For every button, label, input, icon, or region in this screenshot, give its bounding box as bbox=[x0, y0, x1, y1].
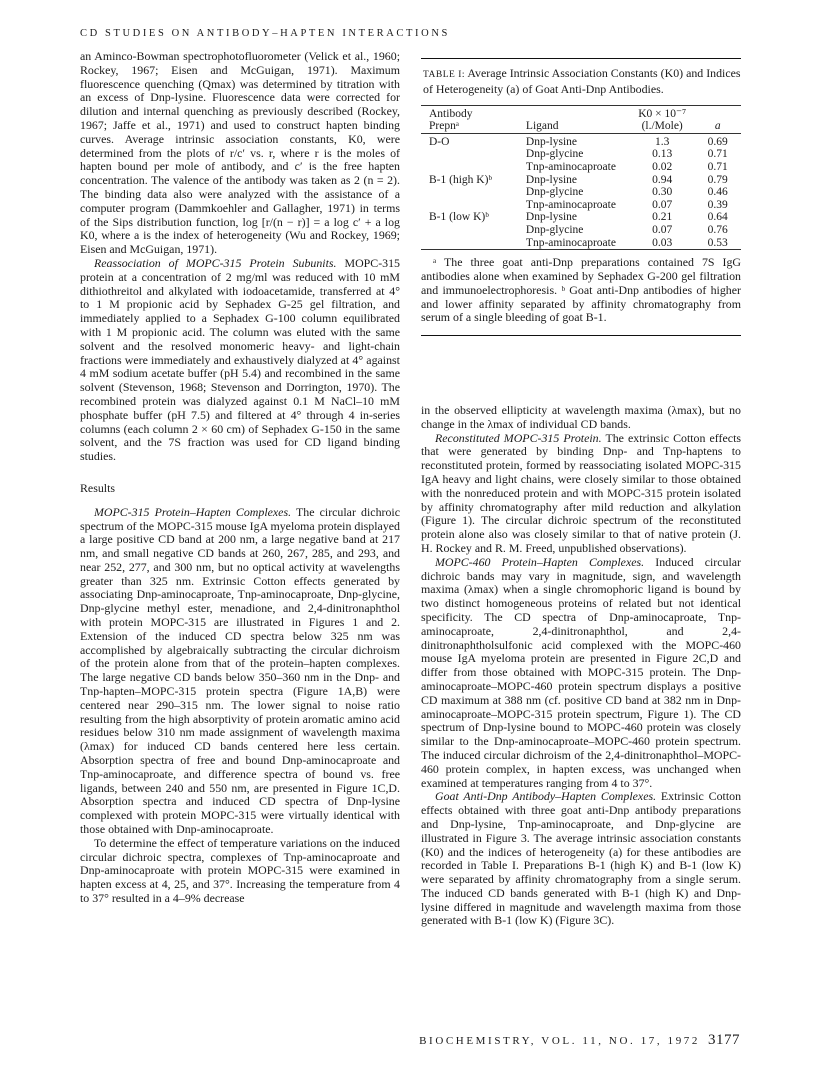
antibody-cell bbox=[421, 186, 526, 199]
paragraph-body: The extrinsic Cotton effects that were generated by binding Dnp- and Tnp-haptens to reconstituted protein, formed by reassociating isolated MOPC-315 IgA heavy and light chains, were closely similar to those obtained with the nonreduced protein and with MOPC-315 protein isolated by affinity chromatography after mild reduction and alkylation (Figure 1). The circular dichroic spectrum of the reconstituted protein alone also was closely similar to that of native protein (J. H. Rockey and R. M. Freed, unpublished observations). bbox=[421, 430, 741, 555]
table-row bbox=[421, 174, 741, 187]
a-cell: 0.71 bbox=[707, 160, 728, 173]
ligand-cell: Dnp-lysine bbox=[525, 211, 578, 224]
k0-cell: 0.03 bbox=[652, 236, 673, 249]
header-antibody: Antibody bbox=[429, 107, 473, 120]
table-block bbox=[421, 58, 741, 336]
table-row bbox=[421, 186, 741, 199]
paragraph-body: The circular dichroic spectrum of the MOPC-315 mouse IgA myeloma protein displayed a large positive CD band at 200 nm, a large negative band at 217 nm, and small negative CD bands at 260, 267, 285, and 293, and near 252, 277, and 300 nm, but no optical activity at wavelengths greater than 325 nm. Extrinsic Cotton effects generated by associating Dnp-aminocaproate, Tnp-aminocaproate, Dnp-glycine, Dnp-glycine methyl ester, menadione, and 2,4-dinitronaphthol with protein MOPC-315 are illustrated in Figures 1 and 2. Extension of the induced CD spectra below 325 nm was accomplished by algebraically subtracting the circular dichroism of the protein alone from that of the protein–hapten complexes. The large negative CD bands below 350–360 nm in the Dnp- and Tnp-hapten–MOPC-315 protein spectra (Figure 1A,B) were centered near 290–315 nm. The lower signal to noise ratio resulting from the high absorptivity of protein aromatic amino acid residues below 310 nm made assignment of wavelength maxima (λmax) for induced CD bands centered here less certain. Absorption spectra of free and bound Dnp-aminocaproate and Tnp-aminocaproate, and difference spectra of bound vs. free ligands, between 240 and 550 nm, are presented in Figure 1C,D. Absorption spectra and induced CD spectra of Dnp-lysine complexed with protein MOPC-315 were virtually identical with those obtained with Dnp-aminocaproate. bbox=[80, 504, 401, 837]
k0-cell: 1.3 bbox=[654, 135, 670, 148]
table-row bbox=[421, 136, 741, 149]
paragraph bbox=[421, 790, 741, 928]
table-row bbox=[421, 237, 741, 250]
ligand-cell: Dnp-glycine bbox=[525, 223, 584, 236]
section-title: Reconstituted MOPC-315 Protein. bbox=[435, 430, 602, 445]
a-cell: 0.79 bbox=[707, 173, 728, 186]
k0-cell: 0.21 bbox=[652, 211, 673, 224]
a-cell: 0.39 bbox=[707, 198, 728, 211]
k0-cell: 0.02 bbox=[652, 160, 673, 173]
left-column bbox=[80, 50, 400, 906]
a-cell: 0.64 bbox=[707, 211, 728, 224]
paragraph bbox=[80, 257, 400, 464]
antibody-cell: B-1 (high K)ᵇ bbox=[429, 173, 492, 186]
antibody-cell bbox=[421, 199, 526, 212]
k0-cell: 0.30 bbox=[652, 186, 673, 199]
table-header-row-1 bbox=[421, 108, 741, 121]
k0-cell: 0.13 bbox=[652, 148, 673, 161]
k0-cell: 0.94 bbox=[652, 173, 673, 186]
paragraph-body: Extrinsic Cotton effects obtained with three goat anti-Dnp antibody preparations and Dnp-lysine, Tnp-aminocaproate, and Dnp-glycine are illustrated in Figure 3. The average intrinsic association constants (K0) and the indices of heterogeneity (a) for these antibodies are recorded in Table I. Preparations B-1 (high K) and B-1 (low K) were separated by affinity chromatography from a single serum. The induced CD bands generated with B-1 (high K) and Dnp-lysine differed in magnitude and wavelength maxima from those generated with B-1 (low K) (Figure 3C). bbox=[421, 789, 742, 928]
table-caption bbox=[423, 67, 741, 97]
section-title: Reassociation of MOPC-315 Protein Subunits. bbox=[94, 255, 337, 270]
ligand-cell: Tnp-aminocaproate bbox=[525, 160, 616, 173]
paragraph: To determine the effect of temperature variations on the induced circular dichroic spectra, complexes of Tnp-aminocaproate and Dnp-aminocaproate with protein MOPC-315 were examined in hapten excess at 4, 25, and 37°. Increasing the temperature from 4 to 37° resulted in a 4–9% decrease bbox=[80, 835, 400, 906]
antibody-cell bbox=[421, 237, 526, 250]
k0-cell: 0.07 bbox=[652, 198, 673, 211]
header-prepn: Prepnᵃ bbox=[429, 120, 459, 133]
table-row bbox=[421, 224, 741, 237]
table-row bbox=[421, 148, 741, 161]
ligand-cell: Tnp-aminocaproate bbox=[525, 198, 616, 211]
k0-cell: 0.07 bbox=[652, 223, 673, 236]
antibody-cell bbox=[421, 224, 526, 237]
ligand-cell: Dnp-glycine bbox=[525, 186, 584, 199]
section-title: MOPC-315 Protein–Hapten Complexes. bbox=[94, 504, 292, 519]
paragraph bbox=[421, 556, 741, 791]
header-k0: K0 × 10⁻⁷ bbox=[638, 107, 687, 120]
right-column bbox=[421, 404, 741, 928]
a-cell: 0.53 bbox=[707, 236, 728, 249]
page-footer bbox=[419, 1032, 740, 1049]
table-row bbox=[421, 211, 741, 224]
header-a: a bbox=[714, 120, 721, 133]
table-caption-text: Average Intrinsic Association Constants (K0) and Indices of Heterogeneity (a) of Goat Anti-Dnp Antibodies. bbox=[423, 66, 741, 96]
paragraph-body: Induced circular dichroic bands may vary in magnitude, sign, and wavelength maxima (λmax) when a single chromophoric ligand is bound by two distinct homogeneous proteins of related but not identical specificity. The CD spectra of Dnp-aminocaproate, Tnp-aminocaproate, 2,4-dinitronaphthol, and 2,4-dinitronaphtholsulfonic acid complexed with the MOPC-460 mouse IgA myeloma protein are presented in Figure 2C,D and differ from those obtained with MOPC-315 protein. The Dnp-aminocaproate–MOPC-460 protein spectrum displays a positive CD maximum at 388 nm (cf. positive CD band at 382 nm in Dnp-aminocaproate–MOPC-315 protein spectrum, Figure 1). The CD spectrum of Dnp-lysine bound to MOPC-460 protein was closely similar to the Dnp-aminocaproate–MOPC-460 protein spectrum. The induced circular dichroism of the 2,4-dinitronaphthol–MOPC-460 protein complex, in hapten excess, was unchanged when examined at temperatures ranging from 4 to 37°. bbox=[421, 554, 742, 790]
ligand-cell: Tnp-aminocaproate bbox=[525, 236, 616, 249]
section-title: Goat Anti-Dnp Antibody–Hapten Complexes. bbox=[435, 789, 657, 804]
ligand-cell: Dnp-lysine bbox=[525, 173, 578, 186]
header-units: (l./Mole) bbox=[641, 120, 683, 133]
antibody-cell bbox=[421, 148, 526, 161]
page-number: 3177 bbox=[708, 1032, 740, 1048]
table-header-row-2 bbox=[421, 120, 741, 133]
journal-citation: BIOCHEMISTRY, VOL. 11, NO. 17, 1972 bbox=[419, 1035, 700, 1047]
header-ligand: Ligand bbox=[525, 120, 559, 133]
a-cell: 0.69 bbox=[707, 135, 728, 148]
a-cell: 0.46 bbox=[707, 186, 728, 199]
table-row bbox=[421, 161, 741, 174]
paragraph: in the observed ellipticity at wavelength maxima (λmax), but no change in the λmax of individual CD bands. bbox=[421, 403, 741, 431]
results-heading: Results bbox=[80, 480, 116, 495]
paragraph-body: MOPC-315 protein at a concentration of 2 mg/ml was reduced with 10 mM dithiothreitol and alkylated with iodoacetamide, transferred at 4° to 1 M propionic acid by Sephadex G-25 gel filtration, and immediately applied to a Sephadex G-100 column equilibrated with 1 M propionic acid. The column was eluted with the same solvent and the resolved monomeric heavy- and light-chain fractions were immediately and exhaustively dialyzed at 4° against 4 mM sodium acetate buffer (pH 5.4) and recombined in the same solvent (Stevenson, 1968; Stevenson and Dorrington, 1970). The recombined protein was dialyzed against 0.1 M NaCl–10 mM phosphate buffer (pH 7.5) and filtered at 4° through 4 in-series columns (each column 2 × 60 cm) of Sephadex G-150 in the same solvent, and the 7S fraction was used for CD ligand binding studies. bbox=[80, 255, 400, 464]
antibody-cell: D-O bbox=[429, 135, 450, 148]
table-rule bbox=[421, 250, 741, 251]
paragraph bbox=[80, 506, 400, 837]
antibody-cell bbox=[421, 161, 526, 174]
a-cell: 0.71 bbox=[707, 148, 728, 161]
table-row bbox=[421, 199, 741, 212]
a-cell: 0.76 bbox=[707, 223, 728, 236]
ligand-cell: Dnp-lysine bbox=[525, 135, 578, 148]
table-top-rule bbox=[421, 58, 741, 59]
table-bottom-rule bbox=[421, 335, 741, 336]
table-label: TABLE I: bbox=[423, 70, 466, 80]
table-footnote: ᵃ The three goat anti-Dnp preparations contained 7S IgG antibodies alone when examined by Sephadex G-200 gel filtration and immunoelectrophoresis. ᵇ Goat anti-Dnp antibodies of higher and lower affinity separated by affinity chromatography from serum of a single bleeding of goat B-1. bbox=[421, 255, 741, 325]
running-head: CD STUDIES ON ANTIBODY–HAPTEN INTERACTIONS bbox=[80, 28, 450, 39]
paragraph: an Aminco-Bowman spectrophotofluorometer (Velick et al., 1960; Rockey, 1967; Eisen and McGuigan, 1971). Maximum fluorescence quenching (Qmax) was determined by titration with an excess of Dnp-lysine. Fluorescence data were corrected for dilution and internal quenching as previously described (Rockey, 1967; Jaffe et al., 1971) and used to construct hapten binding curves. Average intrinsic association constants, K0, were determined from the plots of r/c′ vs. r, where r is the moles of hapten bound per mole of antibody, and c′ is the free hapten concentration. The valence of the antibody was taken as 2 (n = 2). The binding data also were analyzed with the assistance of a computer program (Dammkoehler and Gallagher, 1971) in terms of the Sips distribution function, log [r/(n − r)] = a log c′ + a log K0, where a is the index of heterogeneity (Wu and Rockey, 1969; Eisen and McGuigan, 1971). bbox=[80, 49, 400, 257]
ligand-cell: Dnp-glycine bbox=[525, 148, 584, 161]
association-constants-table bbox=[421, 105, 741, 251]
section-title: MOPC-460 Protein–Hapten Complexes. bbox=[435, 554, 645, 569]
paragraph bbox=[421, 432, 741, 556]
antibody-cell: B-1 (low K)ᵇ bbox=[429, 211, 489, 224]
